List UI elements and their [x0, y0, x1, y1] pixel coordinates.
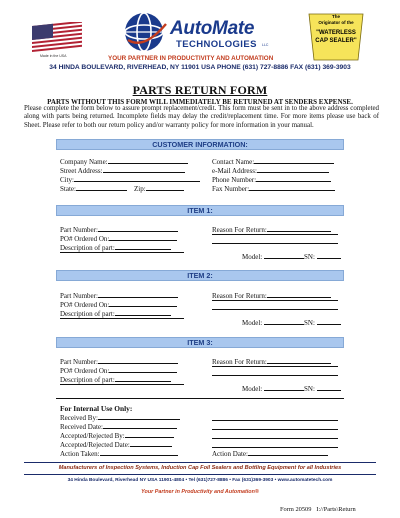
item-2-reason-line-3[interactable] [212, 309, 338, 310]
item-3-part-number-field[interactable]: Part Number: [60, 358, 178, 366]
intro-paragraph: Please complete the form below to assure prompt replacement/credit. This form must be sent in to the above address completed along with parts being returned. Incomplete fields may delay the credit/replacement time. For more items please use back of Sheet. Please refer to both our return policy and/or warranty policy for more information in your manual. [24, 105, 379, 129]
item-2-sn-field[interactable]: SN: [304, 319, 341, 327]
page-subtitle: PARTS WITHOUT THIS FORM WILL IMMEDIATELY BE RETURNED AT SENDERS EXPENSE. [47, 98, 353, 106]
footer-rule-top [24, 462, 376, 463]
item-3-description-field[interactable]: Description of part: [60, 376, 171, 384]
received-by-field[interactable]: Received By: [60, 414, 180, 422]
footer-contact-line: 34 Hinda Boulevard, Riverhead NY USA 11901-4804 • Tel (631)727-8886 • Fax (631)369-3903 • www.automatetech.com [67, 478, 333, 483]
accepted-rejected-date-field[interactable]: Accepted/Rejected Date: [60, 441, 172, 449]
item-2-description-field[interactable]: Description of part: [60, 310, 171, 318]
footer-rule-middle [24, 474, 376, 475]
item-1-header: ITEM 1: [56, 205, 344, 216]
item-3-reason-line-3[interactable] [212, 375, 338, 376]
customer-section-header: CUSTOMER INFORMATION: [56, 139, 344, 150]
badge-line1: The [331, 14, 340, 19]
form-number: Form 20509 I://Parts\Return [280, 506, 356, 513]
action-date-field[interactable]: Action Date: [212, 450, 328, 458]
item-3-description-line-2[interactable] [60, 384, 184, 385]
item-3-model-field[interactable]: Model: [242, 385, 304, 393]
contact-name-field[interactable]: Contact Name: [212, 158, 334, 166]
item-1-model-field[interactable]: Model: [242, 253, 304, 261]
internal-use-heading: For Internal Use Only: [60, 404, 133, 413]
item-1-po-field[interactable]: PO# Ordered On: [60, 235, 177, 243]
item-1-reason-field[interactable]: Reason For Return: [212, 226, 331, 234]
item-1-reason-line-2[interactable] [212, 234, 338, 235]
item-1-sn-field[interactable]: SN: [304, 253, 341, 261]
item-1-reason-line-3[interactable] [212, 243, 338, 244]
item-1-part-number-field[interactable]: Part Number: [60, 226, 178, 234]
item-3-header: ITEM 3: [56, 337, 344, 348]
company-tagline: YOUR PARTNER IN PRODUCTIVITY AND AUTOMATION [108, 55, 274, 62]
item-1-description-field[interactable]: Description of part: [60, 244, 171, 252]
badge-line3: "WATERLESS [316, 30, 356, 36]
item-2-description-line-2[interactable] [60, 318, 184, 319]
state-field[interactable]: State: [60, 185, 127, 193]
company-logo [122, 10, 272, 54]
footer-manufacturers-line: Manufacturers of Inspection Systems, Induction Cap Foil Sealers and Bottling Equipment for all Industries [58, 465, 342, 471]
received-date-field[interactable]: Received Date: [60, 423, 177, 431]
page-title: PARTS RETURN FORM [132, 83, 268, 97]
company-name-field[interactable]: Company Name: [60, 158, 188, 166]
item-1-description-line-2[interactable] [60, 252, 184, 253]
city-field[interactable]: City: [60, 176, 200, 184]
us-flag-icon [32, 22, 82, 52]
footer-tagline: Your Partner in Productivity and Automation® [141, 489, 259, 495]
item-2-part-number-field[interactable]: Part Number: [60, 292, 178, 300]
company-suffix: LLC [262, 43, 269, 47]
item-3-po-field[interactable]: PO# Ordered On: [60, 367, 177, 375]
item-2-model-field[interactable]: Model: [242, 319, 304, 327]
item-2-reason-field[interactable]: Reason For Return: [212, 292, 331, 300]
action-taken-field[interactable]: Action Taken: [60, 450, 178, 458]
internal-line-3[interactable] [212, 438, 338, 439]
accepted-rejected-by-field[interactable]: Accepted/Rejected By: [60, 432, 174, 440]
globe-logo-icon [122, 10, 170, 54]
item-3-sn-field[interactable]: SN: [304, 385, 341, 393]
internal-line-1[interactable] [212, 420, 338, 421]
internal-line-2[interactable] [212, 429, 338, 430]
zip-field[interactable]: Zip: [134, 185, 184, 193]
email-field[interactable]: e-Mail Address: [212, 167, 329, 175]
flag-caption: Made in the USA [40, 54, 67, 58]
internal-line-4[interactable] [212, 447, 338, 448]
item-2-reason-line-2[interactable] [212, 300, 338, 301]
street-address-field[interactable]: Street Address: [60, 167, 185, 175]
phone-field[interactable]: Phone Number: [212, 176, 331, 184]
company-subtitle: TECHNOLOGIES [176, 39, 257, 50]
badge-line4: CAP SEALER" [315, 38, 357, 44]
badge-line2: Originator of the [318, 20, 354, 25]
item-2-po-field[interactable]: PO# Ordered On: [60, 301, 177, 309]
fax-field[interactable]: Fax Number: [212, 185, 335, 193]
item-3-reason-line-2[interactable] [212, 366, 338, 367]
internal-divider [56, 398, 344, 399]
company-address: 34 HINDA BOULEVARD, RIVERHEAD, NY 11901 USA PHONE (631) 727-8886 FAX (631) 369-3903 [49, 64, 351, 71]
item-3-reason-field[interactable]: Reason For Return: [212, 358, 331, 366]
company-name: AutoMate [170, 18, 255, 39]
item-2-header: ITEM 2: [56, 270, 344, 281]
